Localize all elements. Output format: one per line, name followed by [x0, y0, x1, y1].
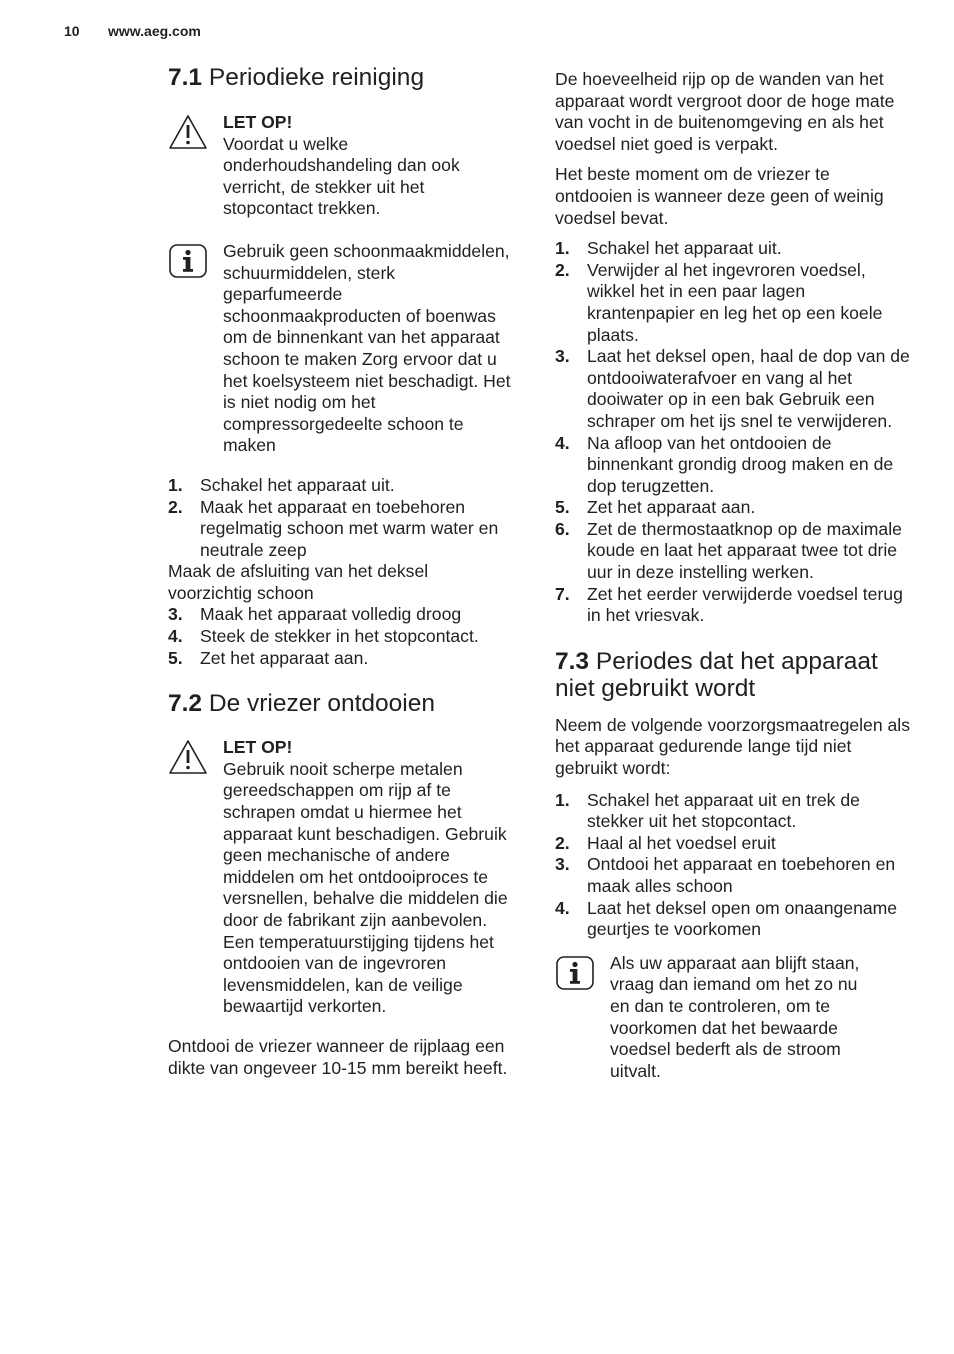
- frost-paragraph: De hoeveelheid rijp op de wanden van het apparaat wordt vergroot door de hoge mate van vocht in de buitenomgeving en als het voedsel niet goed is verpakt.: [555, 69, 895, 154]
- lid-seal-note: Maak de afsluiting van het deksel voorzichtig schoon: [168, 561, 429, 603]
- step-number: 2.: [555, 832, 570, 853]
- step-text: Laat het deksel open om onaangename geurtjes te voorkomen: [587, 897, 898, 940]
- list-item: [168, 648, 513, 670]
- right-column: [555, 69, 911, 1082]
- step-number: 5.: [168, 647, 183, 668]
- step-number: 7.: [555, 583, 570, 604]
- step-text: Verwijder al het ingevroren voedsel, wikkel het in een paar lagen krantenpapier en leg het op een koele plaats.: [587, 259, 883, 345]
- step-text: Schakel het apparaat uit.: [200, 474, 395, 495]
- step-text: Zet het apparaat aan.: [200, 647, 369, 668]
- section-7-1-heading: [168, 64, 513, 91]
- warning-label: LET OP!: [223, 737, 293, 758]
- section-7-2-heading: [168, 690, 513, 717]
- list-item: [555, 433, 911, 498]
- list-item: [555, 790, 911, 833]
- list-item: [555, 854, 911, 897]
- section-number: 7.3: [555, 647, 590, 675]
- step-text: Maak het apparaat volledig droog: [200, 604, 462, 625]
- header-url: www.aeg.com: [108, 23, 201, 39]
- step-number: 4.: [555, 432, 570, 453]
- list-item: [168, 604, 513, 626]
- section-title: Periodieke reiniging: [208, 64, 425, 91]
- step-text: Schakel het apparaat uit en trek de stekker uit het stopcontact.: [587, 789, 860, 832]
- list-item: [555, 833, 911, 855]
- warning-notice: [168, 737, 513, 1018]
- step-text: Laat het deksel open, haal de dop van de ontdooiwaterafvoer en vang al het dooiwater op in een bak Gebruik een schraper om het ijs snel te verwijderen.: [587, 346, 910, 431]
- list-item: [555, 497, 911, 519]
- list-item: [168, 626, 513, 648]
- warning-triangle-icon: [168, 112, 223, 155]
- list-item: [168, 475, 513, 497]
- step-text: Maak het apparaat en toebehoren regelmatig schoon met warm water en neutrale zeep: [200, 496, 499, 560]
- storage-steps: [555, 790, 911, 941]
- step-number: 4.: [168, 626, 183, 647]
- step-text: Zet het eerder verwijderde voedsel terug in het vriesvak.: [587, 583, 903, 626]
- page-number: 10: [64, 23, 80, 39]
- step-number: 1.: [555, 789, 570, 810]
- step-number: 3.: [555, 346, 570, 367]
- step-number: 4.: [555, 897, 570, 918]
- step-text: Schakel het apparaat uit.: [587, 238, 782, 259]
- best-moment-paragraph: Het beste moment om de vriezer te ontdooien is wanneer deze geen of weinig voedsel bevat.: [555, 164, 884, 228]
- list-item: [555, 346, 911, 432]
- list-item: [555, 898, 911, 941]
- warning-text: Voordat u welke onderhoudshandeling dan ook verricht, de stekker uit het stopcontact trekken.: [223, 133, 460, 219]
- cleaning-steps-b: [168, 604, 513, 669]
- step-number: 1.: [555, 238, 570, 259]
- list-item: [555, 260, 911, 346]
- section-title: Periodes dat het apparaat niet gebruikt wordt: [555, 647, 878, 702]
- step-number: 3.: [168, 604, 183, 625]
- step-number: 2.: [555, 259, 570, 280]
- step-number: 5.: [555, 497, 570, 518]
- step-text: Steek de stekker in het stopcontact.: [200, 626, 479, 647]
- list-item: [555, 238, 911, 260]
- step-text: Zet de thermostaatknop op de maximale koude en laat het apparaat twee tot drie uur in deze instelling werken.: [587, 518, 902, 583]
- list-item: [555, 584, 911, 627]
- info-icon: [555, 953, 610, 996]
- list-item: [555, 519, 911, 584]
- step-number: 6.: [555, 518, 570, 539]
- step-number: 3.: [555, 854, 570, 875]
- defrost-paragraph: Ontdooi de vriezer wanneer de rijplaag een dikte van ongeveer 10-15 mm bereikt heeft.: [168, 1035, 508, 1078]
- step-number: 1.: [168, 474, 183, 495]
- step-text: Haal al het voedsel eruit: [587, 832, 776, 853]
- cleaning-steps-a: [168, 475, 513, 561]
- warning-notice: [168, 112, 513, 220]
- warning-label: LET OP!: [223, 112, 293, 132]
- info-notice: [555, 953, 875, 1083]
- step-text: Ontdooi het apparaat en toebehoren en maak alles schoon: [587, 854, 896, 896]
- section-number: 7.1: [168, 64, 203, 91]
- warning-text: Gebruik nooit scherpe metalen gereedschappen om rijp af te schrapen omdat u hiermee het apparaat kunt beschadigen. Gebruik geen mechanische of andere middelen om het ontdooiproces te versnellen, behalve die middelen die door de fabrikant zijn aanbevolen. Een temperatuurstijging tijdens het ontdooien van de ingevroren levensmiddelen, kan de veilige bewaartijd verkorten.: [223, 758, 508, 1017]
- info-text: Gebruik geen schoonmaakmiddelen, schuurmiddelen, sterk geparfumeerde schoonmaakproducten of boenwas om de binnenkant van het apparaat schoon te maken Zorg ervoor dat u het koelsysteem niet beschadigt. Het is niet nodig om het compressorgedeelte schoon te maken: [223, 240, 511, 456]
- page-header: [64, 23, 201, 39]
- defrost-steps: [555, 238, 911, 627]
- info-notice: [168, 241, 513, 457]
- info-text: Als uw apparaat aan blijft staan, vraag dan iemand om het zo nu en dan te controleren, om te voorkomen dat het bewaarde voedsel bederft als de stroom uitvalt.: [610, 952, 860, 1081]
- step-text: Na afloop van het ontdooien de binnenkant grondig droog maken en de dop terugzetten.: [587, 432, 894, 496]
- left-column: [168, 64, 513, 1079]
- list-item: [168, 497, 513, 562]
- section-number: 7.2: [168, 690, 203, 718]
- intro-paragraph: Neem de volgende voorzorgsmaatregelen als het apparaat gedurende lange tijd niet gebruikt wordt:: [555, 714, 911, 779]
- section-7-3-heading: [555, 648, 911, 702]
- info-icon: [168, 241, 223, 284]
- step-text: Zet het apparaat aan.: [587, 497, 756, 518]
- warning-triangle-icon: [168, 737, 223, 780]
- step-number: 2.: [168, 496, 183, 517]
- section-title: De vriezer ontdooien: [208, 690, 435, 718]
